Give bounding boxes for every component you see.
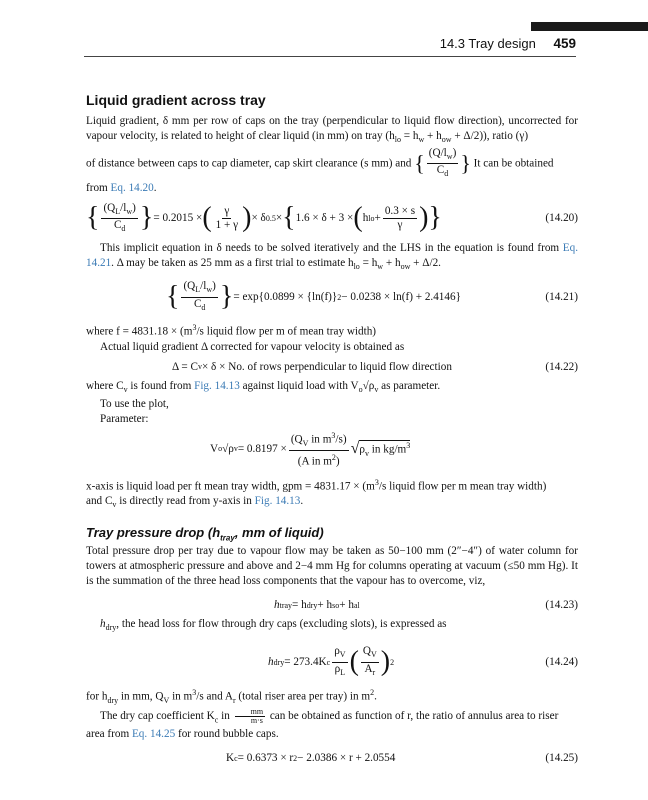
equation-number: (14.25) xyxy=(545,752,578,765)
equation-14-20: { $\frac{(Q_L/l_w)}{C_d}$ } = 0.2015 × ( $\frac{\gamma}{1 + \gamma}$ ) × δ 0.5 × { 1.6 × δ + 3 × ( h lo + $\frac{0.3 \times s}{\gamma}$ )} (14.20) xyxy=(86,201,578,234)
paragraph-dry-cap: The dry cap coefficient $K_c$ in $\frac{mm}{m\cdot s}$ can be obtained as function of r, the ratio of annulus area to riser xyxy=(100,706,559,725)
paragraph-x-axis: x-axis is liquid load per ft mean tray width, gpm = $4831.17 \times (m^3/s$ liquid flow per m mean tray width) and $C_v$ is directly read from y-axis in Fig. 14.13. xyxy=(86,477,547,510)
text-to-use: To use the plot, xyxy=(100,397,169,410)
equation-number: (14.24) xyxy=(545,656,578,669)
paragraph-actual-gradient: Actual liquid gradient Δ corrected for vapour velocity is obtained as xyxy=(100,340,405,353)
heading-liquid-gradient: Liquid gradient across tray xyxy=(86,92,266,108)
equation-14-24: h dry = 273.4K c $\frac{\rho_V}{\rho_L}$ ( $\frac{Q_V}{A_r}$ ) 2 (14.24) xyxy=(268,645,578,678)
paragraph-liquid-gradient: Liquid gradient, δ mm per row of caps on the tray (perpendicular to liquid flow direction), uncorrected for vapour velocity, is related to height of clear liquid (in mm) on tray $(h_{lo} = h_w + h_{ow} + \Delta/2)$), ratio (γ) of distance between caps to cap diameter, cap skirt clearance (s mm) and { $\frac{(Q/l_w)}{C_d}$ } It can be obtained from Eq. 14.20. xyxy=(86,115,578,194)
paragraph-area: area from Eq. 14.25 for round bubble caps. xyxy=(86,728,279,741)
paragraph-hdry: $h_{dry}$, the head loss for flow through dry caps (excluding slots), is expressed as xyxy=(100,618,447,633)
header-bar xyxy=(531,22,648,31)
header-rule xyxy=(84,56,576,57)
heading-tray-pressure-drop: Tray pressure drop ($h_{tray}$, mm of liquid) xyxy=(86,524,324,543)
equation-14-21: { $\frac{(Q_L/l_w)}{C_d}$ } = exp{0.0899 × {ln(f)} 2 − 0.0238 × ln(f) + 2.4146} (14.21) xyxy=(166,280,578,313)
paragraph-implicit: This implicit equation in δ needs to be solved iteratively and the LHS in the equation is found from Eq. 14.21. Δ may be taken as 25 mm as a first trial to estimate $h_{lo} = h_w + h_{ow} + \Delta/2$. xyxy=(86,242,579,272)
equation-number: (14.20) xyxy=(545,212,578,225)
equation-14-22: Δ = C v × δ × No. of rows perpendicular to liquid flow direction (14.22) xyxy=(172,360,578,373)
paragraph-where-f: where $f = 4831.18 \times (m^3/s$ liquid flow per m of mean tray width) xyxy=(86,322,377,338)
equation-number: (14.23) xyxy=(545,599,578,612)
link-eq-14-25[interactable]: Eq. 14.25 xyxy=(131,728,176,741)
equation-14-23: h tray = h dry + h so + h al (14.23) xyxy=(274,599,578,612)
link-eq-14-21[interactable]: Eq. 14.21 xyxy=(86,242,579,270)
section-title: 14.3 Tray design xyxy=(439,36,536,51)
paragraph-where-c: where $C_v$ is found from Fig. 14.13 against liquid load with $V_o√\rho_v$ as parameter. xyxy=(86,379,441,394)
text-parameter: Parameter: xyxy=(100,412,149,425)
paragraph-pressure-drop: Total pressure drop per tray due to vapour flow may be taken as 50−100 mm (2″−4″) of water column for towers at atmospheric pressure and above and 2−4 mm Hg for columns operating at vacuum (≤50 mm Hg). It is the summation of the three head loss components that the vapour has to overcome, viz, xyxy=(86,545,578,588)
page-number: 459 xyxy=(553,36,576,51)
link-fig-14-13[interactable]: Fig. 14.13 xyxy=(194,379,240,392)
equation-14-25: K c = 0.6373 × r 2 − 2.0386 × r + 2.0554 (14.25) xyxy=(226,752,578,765)
equation-number: (14.21) xyxy=(545,291,578,304)
link-fig-14-13-b[interactable]: Fig. 14.13 xyxy=(254,495,301,508)
equation-number: (14.22) xyxy=(545,360,578,373)
running-header xyxy=(440,36,576,51)
link-eq-14-20[interactable]: Eq. 14.20 xyxy=(110,181,154,194)
equation-parameter: V o √ρ v = 0.8197 × $\frac{(Q_V in m^3/s)}{(A in m^2)}$ √ $\rho_v$ in $kg/m^3$ xyxy=(210,430,411,468)
page-body xyxy=(86,92,578,770)
paragraph-for-hdry: for $h_{dry}$ in mm, $Q_V$ in $m^3/s$ and $A_r$ (total riser area per tray) in $m^2$. xyxy=(86,687,377,705)
